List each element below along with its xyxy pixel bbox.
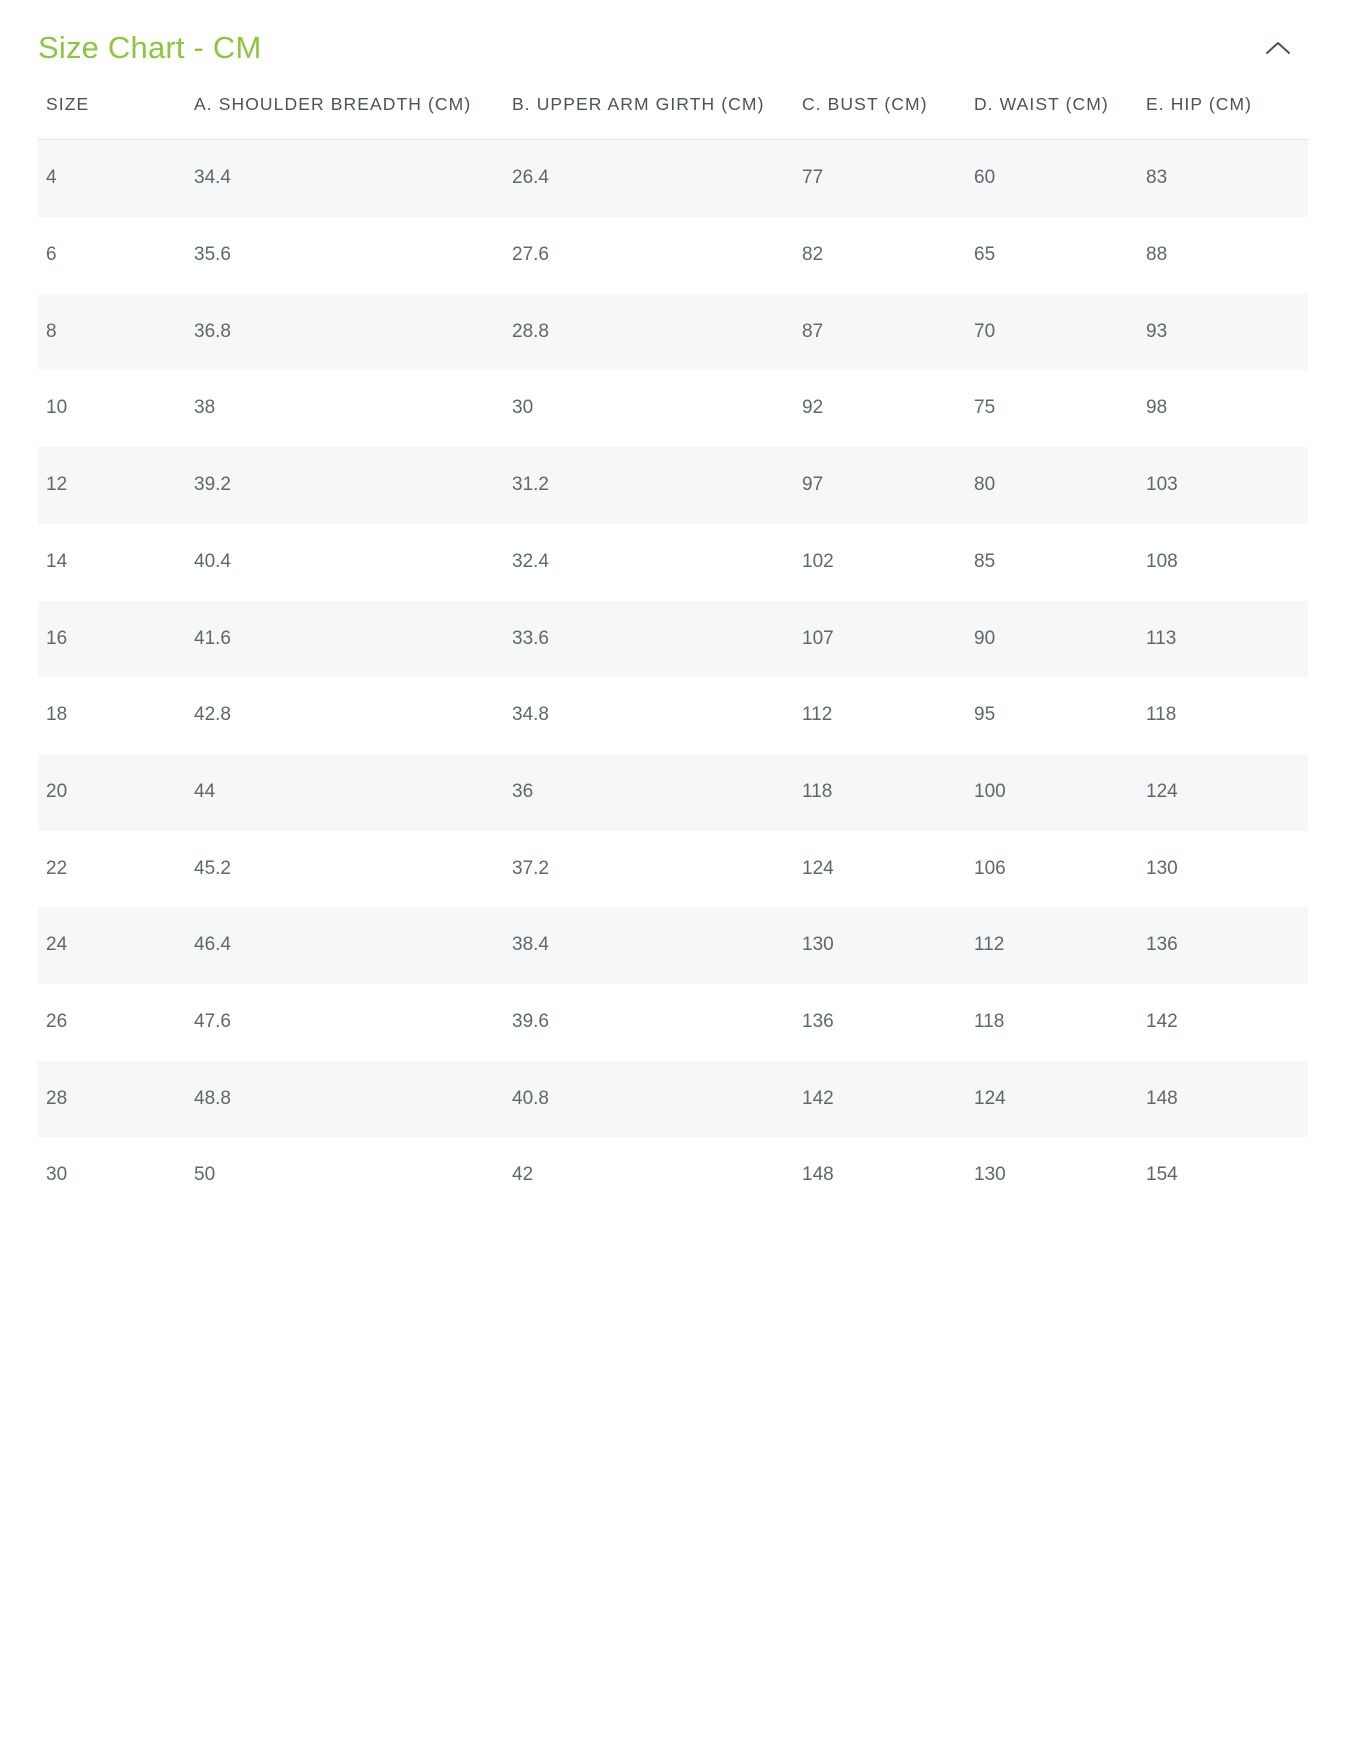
cell-shoulder-breadth: 46.4: [194, 934, 231, 956]
cell-waist: 65: [974, 244, 996, 266]
cell-size: 12: [46, 474, 68, 496]
column-header-waist: D. WAIST (CM): [966, 92, 1138, 140]
cell-upper-arm-girth: 31.2: [512, 474, 549, 496]
cell-shoulder-breadth: 45.2: [194, 857, 231, 879]
table-row: [38, 447, 1308, 524]
cell-hip: 113: [1146, 627, 1177, 649]
cell-upper-arm-girth: 27.6: [512, 244, 549, 266]
table-row: [38, 831, 1308, 908]
table-row: [38, 754, 1308, 831]
cell-shoulder-breadth: 44: [194, 780, 216, 802]
cell-shoulder-breadth: 50: [194, 1164, 216, 1186]
table-row: [38, 217, 1308, 294]
cell-size: 16: [46, 627, 68, 649]
size-table-container: [0, 92, 1346, 1244]
cell-waist: 95: [974, 704, 996, 726]
table-row: [38, 984, 1308, 1061]
cell-upper-arm-girth: 36: [512, 780, 534, 802]
cell-hip: 98: [1146, 397, 1168, 419]
cell-bust: 112: [802, 704, 833, 726]
table-row: [38, 907, 1308, 984]
size-table: [38, 92, 1308, 1214]
cell-waist: 75: [974, 397, 996, 419]
column-header-upper-arm-girth: B. UPPER ARM GIRTH (CM): [504, 92, 794, 140]
cell-bust: 118: [802, 780, 833, 802]
cell-upper-arm-girth: 42: [512, 1164, 534, 1186]
cell-size: 28: [46, 1087, 68, 1109]
cell-shoulder-breadth: 42.8: [194, 704, 231, 726]
cell-size: 26: [46, 1010, 68, 1032]
cell-upper-arm-girth: 26.4: [512, 167, 549, 189]
cell-bust: 92: [802, 397, 824, 419]
cell-waist: 60: [974, 167, 996, 189]
cell-waist: 130: [974, 1164, 1006, 1186]
cell-shoulder-breadth: 38: [194, 397, 216, 419]
cell-shoulder-breadth: 34.4: [194, 167, 231, 189]
cell-shoulder-breadth: 39.2: [194, 474, 231, 496]
cell-waist: 124: [974, 1087, 1006, 1109]
chevron-up-icon[interactable]: [1256, 26, 1300, 70]
table-row: [38, 677, 1308, 754]
cell-bust: 148: [802, 1164, 834, 1186]
cell-hip: 103: [1146, 474, 1178, 496]
cell-size: 14: [46, 550, 68, 572]
cell-shoulder-breadth: 35.6: [194, 244, 231, 266]
cell-hip: 130: [1146, 857, 1178, 879]
cell-upper-arm-girth: 28.8: [512, 320, 549, 342]
cell-bust: 142: [802, 1087, 834, 1109]
cell-waist: 90: [974, 627, 996, 649]
table-row: [38, 601, 1308, 678]
table-row: [38, 1137, 1308, 1214]
cell-waist: 118: [974, 1010, 1005, 1032]
cell-bust: 130: [802, 934, 834, 956]
cell-upper-arm-girth: 30: [512, 397, 534, 419]
cell-hip: 83: [1146, 167, 1168, 189]
cell-size: 8: [46, 320, 57, 342]
cell-size: 20: [46, 780, 68, 802]
cell-upper-arm-girth: 38.4: [512, 934, 549, 956]
cell-upper-arm-girth: 40.8: [512, 1087, 549, 1109]
cell-hip: 154: [1146, 1164, 1178, 1186]
cell-upper-arm-girth: 39.6: [512, 1010, 549, 1032]
table-row: [38, 370, 1308, 447]
cell-size: 4: [46, 167, 57, 189]
cell-shoulder-breadth: 47.6: [194, 1010, 231, 1032]
cell-hip: 142: [1146, 1010, 1178, 1032]
table-row: [38, 1061, 1308, 1138]
cell-size: 18: [46, 704, 68, 726]
cell-bust: 82: [802, 244, 824, 266]
cell-hip: 124: [1146, 780, 1178, 802]
table-row: [38, 294, 1308, 371]
cell-size: 6: [46, 244, 57, 266]
cell-shoulder-breadth: 41.6: [194, 627, 231, 649]
panel-header: [0, 0, 1346, 92]
cell-hip: 118: [1146, 704, 1177, 726]
cell-waist: 112: [974, 934, 1005, 956]
cell-hip: 136: [1146, 934, 1178, 956]
cell-upper-arm-girth: 37.2: [512, 857, 549, 879]
cell-waist: 70: [974, 320, 996, 342]
table-body: [38, 140, 1308, 1214]
cell-bust: 124: [802, 857, 834, 879]
chevron-up-glyph: [1265, 40, 1291, 56]
cell-upper-arm-girth: 34.8: [512, 704, 549, 726]
column-header-hip: E. HIP (CM): [1138, 92, 1308, 140]
page-title: Size Chart - CM: [38, 30, 262, 65]
cell-shoulder-breadth: 48.8: [194, 1087, 231, 1109]
cell-waist: 106: [974, 857, 1006, 879]
cell-size: 22: [46, 857, 68, 879]
cell-upper-arm-girth: 32.4: [512, 550, 549, 572]
cell-bust: 107: [802, 627, 834, 649]
table-row: [38, 524, 1308, 601]
cell-shoulder-breadth: 40.4: [194, 550, 231, 572]
cell-size: 10: [46, 397, 68, 419]
cell-bust: 97: [802, 474, 824, 496]
cell-waist: 85: [974, 550, 996, 572]
cell-bust: 77: [802, 167, 824, 189]
cell-hip: 108: [1146, 550, 1178, 572]
cell-bust: 87: [802, 320, 824, 342]
cell-hip: 148: [1146, 1087, 1178, 1109]
column-header-shoulder-breadth: A. SHOULDER BREADTH (CM): [186, 92, 504, 140]
table-row: [38, 140, 1308, 217]
column-header-bust: C. BUST (CM): [794, 92, 966, 140]
cell-hip: 93: [1146, 320, 1168, 342]
cell-upper-arm-girth: 33.6: [512, 627, 549, 649]
cell-hip: 88: [1146, 244, 1168, 266]
cell-waist: 100: [974, 780, 1006, 802]
cell-size: 30: [46, 1164, 68, 1186]
cell-bust: 136: [802, 1010, 834, 1032]
cell-bust: 102: [802, 550, 834, 572]
table-header-row: [38, 92, 1308, 140]
column-header-size: SIZE: [38, 92, 186, 140]
cell-waist: 80: [974, 474, 996, 496]
cell-size: 24: [46, 934, 68, 956]
cell-shoulder-breadth: 36.8: [194, 320, 231, 342]
